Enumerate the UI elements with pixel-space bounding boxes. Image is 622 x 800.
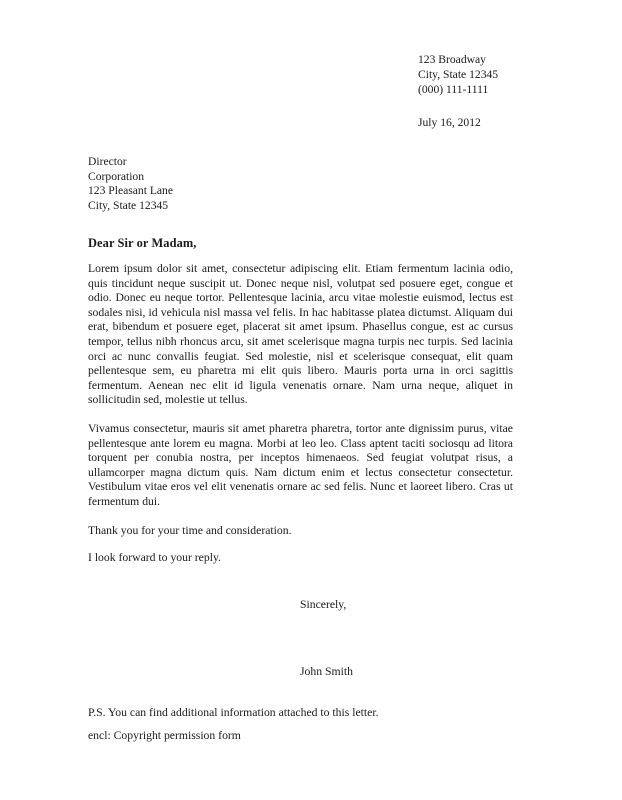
sender-address-block xyxy=(418,52,498,98)
enclosure-line: encl: Copyright permission form xyxy=(88,729,241,742)
signature-name: John Smith xyxy=(300,665,353,678)
body-paragraph-2: Vivamus consectetur, mauris sit amet pharetra pharetra, tortor ante dignissim purus, vitae pellentesque ante lorem eu magna. Morbi at leo leo. Class aptent taciti sociosqu ad litora torquent per conubia nostra, per inceptos himenaeos. Sed feugiat volutpat risus, a ullamcorper magna dictum quis. Nam dictum enim et lectus consectetur consectetur. Vestibulum vitae eros vel elit venenatis ornare ac sed felis. Nunc et laoreet libero. Cras ut fermentum dui. xyxy=(88,421,513,508)
sender-city-state-zip: City, State 12345 xyxy=(418,68,499,82)
body-paragraph-1: Lorem ipsum dolor sit amet, consectetur adipiscing elit. Etiam fermentum lacinia odio, quis tincidunt neque suscipit ut. Donec neque nisl, volutpat sed posuere eget, congue et odio. Donec eu neque tortor. Pellentesque lacinia, arcu vitae molestie euismod, lectus est sodales nisi, id vehicula nisl massa vel felis. In hac habitasse platea dictumst. Aliquam dui erat, bibendum et posuere eget, placerat sit amet ipsum. Phasellus congue, est ac cursus tempor, tellus nibh rhoncus arcu, sit amet scelerisque magna turpis nec turpis. Sed lacinia orci ac nunc convallis feugiat. Sed molestie, nisl et scelerisque consequat, elit quam pellentesque sem, eu pharetra mi elit quis libero. Mauris porta urna in orci sagittis fermentum. Aenean nec elit id ligula venenatis ornare. Nam urna neque, aliquet in sollicitudin sed, molestie ut tellus. xyxy=(88,262,513,407)
salutation: Dear Sir or Madam, xyxy=(88,236,197,250)
letter-body xyxy=(88,262,513,579)
body-forward-line: I look forward to your reply. xyxy=(88,551,221,565)
postscript-line: P.S. You can find additional information attached to this letter. xyxy=(88,706,379,719)
body-thanks-line: Thank you for your time and consideration. xyxy=(88,523,292,537)
sender-phone: (000) 111-1111 xyxy=(418,83,489,97)
letter-date: July 16, 2012 xyxy=(418,116,481,129)
recipient-title: Director xyxy=(88,155,127,168)
recipient-street: 123 Pleasant Lane xyxy=(88,184,173,198)
sender-street: 123 Broadway xyxy=(418,53,486,66)
recipient-address-block xyxy=(88,155,173,213)
recipient-organization: Corporation xyxy=(88,169,145,183)
recipient-city-state-zip: City, State 12345 xyxy=(88,198,169,212)
closing-line: Sincerely, xyxy=(300,598,347,611)
